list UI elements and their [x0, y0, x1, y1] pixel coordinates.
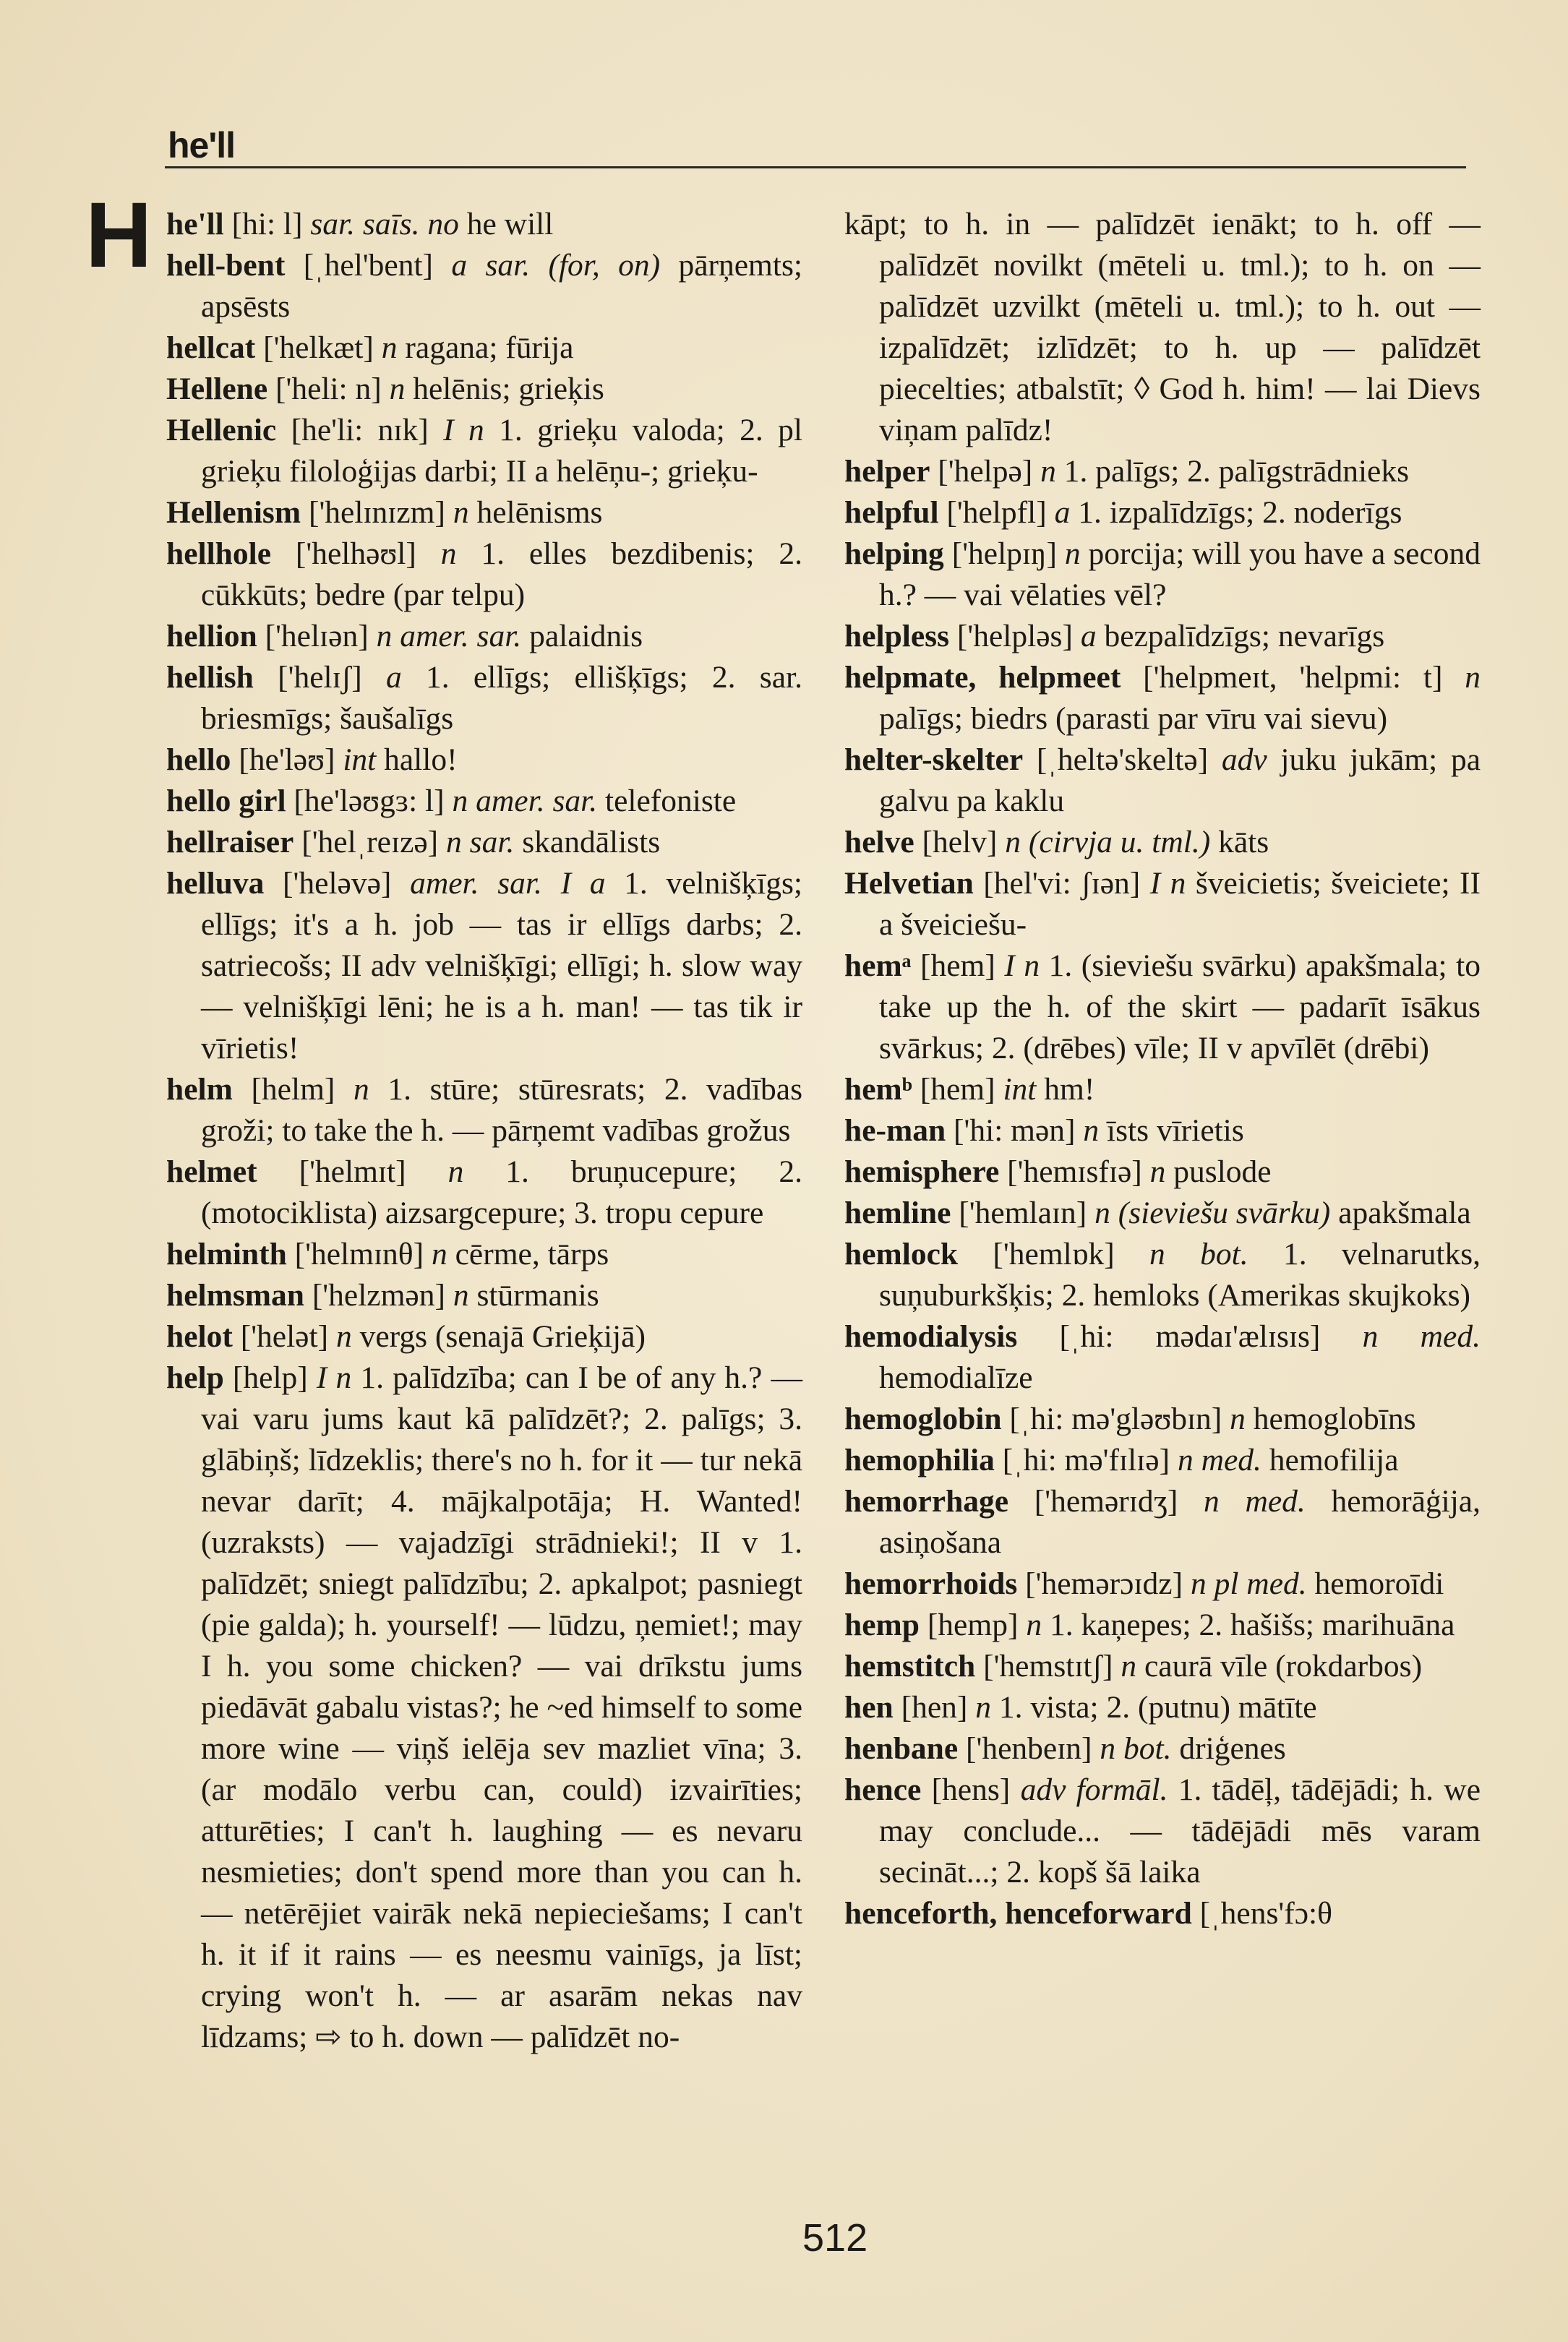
pronunciation: [hem] — [912, 1072, 1003, 1107]
definition: palīgs; biedrs (parasti par vīru vai sievu) — [879, 701, 1388, 736]
dictionary-entry — [844, 1728, 1481, 1770]
headword: hell-bent — [166, 248, 286, 283]
section-letter: H — [85, 184, 153, 287]
pronunciation: ['helɪən] — [257, 619, 377, 653]
dictionary-entry — [844, 533, 1481, 616]
pronunciation: ['helˌreɪzə] — [294, 825, 447, 859]
headword: helpful — [844, 495, 939, 530]
dictionary-entry — [166, 781, 802, 822]
dictionary-entry — [844, 1151, 1481, 1193]
pronunciation: [ˌhi: mə'gləʊbɪn] — [1001, 1402, 1230, 1436]
headword: helluva — [166, 866, 265, 901]
grammar-label: a — [1054, 495, 1071, 530]
dictionary-entry — [166, 492, 802, 533]
headword: Hellenism — [166, 495, 301, 530]
pronunciation: ['helpə] — [930, 454, 1041, 489]
definition: bezpalīdzīgs; nevarīgs — [1096, 619, 1385, 653]
dictionary-entry — [166, 616, 802, 657]
dictionary-entry — [166, 739, 802, 781]
header-rule — [165, 166, 1466, 168]
pronunciation: ['hemərɪdʒ] — [1008, 1484, 1204, 1519]
pronunciation: ['henbeɪn] — [958, 1731, 1100, 1766]
grammar-label: n — [1121, 1649, 1137, 1683]
pronunciation: ['hemɪsfɪə] — [999, 1154, 1150, 1189]
grammar-label: a — [385, 660, 402, 695]
grammar-label: n sar. — [446, 825, 515, 859]
dictionary-entry — [844, 204, 1481, 451]
headword: hemᵃ — [844, 948, 912, 983]
dictionary-entry — [844, 1399, 1481, 1440]
grammar-label: n — [1230, 1402, 1246, 1436]
definition: 1. elles bezdibenis; 2. cūkkūts; bedre (par telpu) — [201, 536, 802, 612]
definition: 1. stūre; stūresrats; 2. vadības groži; to take the h. — pārņemt vadības grožus — [201, 1072, 802, 1148]
definition: hemofilija — [1261, 1443, 1399, 1477]
grammar-label: a — [1080, 619, 1097, 653]
grammar-label: n — [354, 1072, 369, 1107]
grammar-label: n — [1026, 1608, 1042, 1642]
headword: help — [166, 1360, 224, 1395]
grammar-label: n — [1040, 454, 1056, 489]
pronunciation: [he'ləʊgɜ: l] — [286, 784, 453, 818]
grammar-label: a sar. (for, on) — [451, 248, 661, 283]
dictionary-entry — [844, 1069, 1481, 1110]
headword: helminth — [166, 1237, 287, 1271]
definition: 1. tādēļ, tādējādi; h. we may conclude... — tādējādi mēs varam secināt...; 2. kopš šā laika — [879, 1772, 1481, 1890]
grammar-label: n amer. sar. — [452, 784, 598, 818]
headword: hellcat — [166, 330, 256, 365]
pronunciation: ['heləvə] — [264, 866, 411, 901]
pronunciation: [hel'vi: ʃɪən] — [973, 866, 1150, 901]
dictionary-entry — [166, 1275, 802, 1316]
definition: 1. ellīgs; ellišķīgs; 2. sar. briesmīgs; šaušalīgs — [201, 660, 802, 736]
definition: kāts — [1210, 825, 1269, 859]
headword: hello girl — [166, 784, 286, 818]
pronunciation: ['helkæt] — [255, 330, 382, 365]
definition: vergs (senajā Grieķijā) — [351, 1319, 646, 1354]
pronunciation: [hi: l] — [223, 207, 311, 241]
pronunciation: ['hemərɔɪdz] — [1017, 1566, 1191, 1601]
grammar-label: n — [381, 330, 398, 365]
definition: hallo! — [376, 742, 458, 777]
pronunciation: ['hemlɒk] — [958, 1237, 1150, 1271]
grammar-label: n amer. sar. — [376, 619, 522, 653]
definition: helēnis; grieķis — [405, 372, 604, 406]
grammar-label: n med. — [1177, 1443, 1261, 1477]
grammar-label: I n — [1149, 866, 1186, 901]
headword: hence — [844, 1772, 922, 1807]
grammar-label: amer. sar. I a — [410, 866, 606, 901]
pronunciation: [ˌhi: mə'fɪlɪə] — [994, 1443, 1178, 1477]
grammar-label: n bot. — [1100, 1731, 1172, 1766]
definition: skandālists — [514, 825, 661, 859]
headword: hemorrhoids — [844, 1566, 1018, 1601]
pronunciation: ['helpɪŋ] — [943, 536, 1065, 571]
grammar-label: n bot. — [1149, 1237, 1248, 1271]
dictionary-entry — [166, 1316, 802, 1357]
headword: helper — [844, 454, 930, 489]
definition: hemoglobīns — [1245, 1402, 1416, 1436]
headword: hellraiser — [166, 825, 294, 859]
pronunciation: ['helɪʃ] — [253, 660, 386, 695]
headword: henceforth, henceforward — [844, 1896, 1192, 1931]
grammar-label: adv — [1221, 742, 1267, 777]
dictionary-entry — [844, 739, 1481, 822]
dictionary-entry — [844, 1646, 1481, 1687]
dictionary-entry — [166, 204, 802, 245]
definition: palaidnis — [521, 619, 643, 653]
dictionary-entry — [166, 369, 802, 410]
dictionary-entry — [166, 1069, 802, 1151]
definition: ragana; fūrija — [397, 330, 574, 365]
dictionary-entry — [844, 945, 1481, 1069]
headword: helmsman — [166, 1278, 304, 1313]
definition: 1. palīgs; 2. palīgstrādnieks — [1055, 454, 1410, 489]
pronunciation: [ˌhens'fɔ:θ — [1191, 1896, 1332, 1931]
definition: 1. palīdzība; can I be of any h.? — vai varu jums kaut kā palīdzēt?; 2. palīgs; 3. glābiņš; līdzeklis; there's no h. for it — tur nekā nevar darīt; 4. mājkalpotāja; H. Wanted! (uzraksts) — vajadzīgi strādnieki!; II v 1. palīdzēt; sniegt palīdzību; 2. apkalpot; pasniegt (pie galda); h. yourself! — lūdzu, ņemiet!; may I h. you some chicken? — vai drīkstu jums piedāvāt gabalu vistas?; he ~ed himself to some more wine — viņš ielēja sev mazliet vīna; 3. (ar modālo verbu can, could) izvairīties; atturēties; I can't h. laughing — es nevaru nesmieties; don't spend more than you can h. — netērējiet vairāk nekā nepieciešams; I can't h. it if it rains — es neesmu vainīgs, ja līst; crying won't h. — ar asarām nekas nav līdzams; ⇨ to h. down — palīdzēt no- — [201, 1360, 802, 2054]
pronunciation: ['hemstɪtʃ] — [975, 1649, 1121, 1683]
grammar-label: n pl med. — [1190, 1566, 1307, 1601]
headword: hello — [166, 742, 231, 777]
headword: hemophilia — [844, 1443, 995, 1477]
grammar-label: n — [453, 1278, 469, 1313]
pronunciation: ['helmɪnθ] — [286, 1237, 432, 1271]
headword: henbane — [844, 1731, 959, 1766]
definition: puslode — [1165, 1154, 1272, 1189]
definition: hm! — [1036, 1072, 1095, 1107]
grammar-label: n — [447, 1154, 464, 1189]
pronunciation: ['helzmən] — [304, 1278, 453, 1313]
pronunciation: [helv] — [914, 825, 1006, 859]
headword: helm — [166, 1072, 233, 1107]
definition: stūrmanis — [468, 1278, 599, 1313]
pronunciation: [hemp] — [919, 1608, 1027, 1642]
grammar-label: n — [1149, 1154, 1166, 1189]
running-head: he'll — [168, 125, 236, 166]
definition: porcija; will you have a second h.? — vai vēlaties vēl? — [879, 536, 1481, 612]
dictionary-entry — [844, 863, 1481, 945]
definition: 1. velnišķīgs; ellīgs; it's a h. job — tas ir ellīgs darbs; 2. satriecošs; II adv velnišķīgi; ellīgi; h. slow way — velnišķīgi lēni; he is a h. man! — tas tik ir vīrietis! — [201, 866, 802, 1065]
dictionary-entry — [844, 1193, 1481, 1234]
definition: pārņemts; apsēsts — [201, 248, 802, 324]
definition: 1. velnarutks, suņuburkšķis; 2. hemloks (Amerikas skujkoks) — [879, 1237, 1481, 1313]
pronunciation: ['helhəʊl] — [271, 536, 441, 571]
headword: hemorrhage — [844, 1484, 1009, 1519]
dictionary-entry — [844, 1893, 1481, 1934]
grammar-label: n — [1064, 536, 1081, 571]
pronunciation: ['helət] — [232, 1319, 336, 1354]
definition: driģenes — [1171, 1731, 1286, 1766]
definition: 1. vista; 2. (putnu) mātīte — [990, 1690, 1317, 1725]
grammar-label: n — [453, 495, 469, 530]
dictionary-entry — [844, 1234, 1481, 1316]
pronunciation: [help] — [223, 1360, 317, 1395]
dictionary-entry — [844, 492, 1481, 533]
grammar-label: n — [1465, 660, 1481, 695]
pronunciation: [he'ləʊ] — [231, 742, 343, 777]
headword: hemᵇ — [844, 1072, 912, 1107]
dictionary-entry — [166, 1151, 802, 1234]
dictionary-entry — [844, 1687, 1481, 1728]
headword: Hellene — [166, 372, 268, 406]
definition: hemoroīdi — [1306, 1566, 1444, 1601]
dictionary-entry — [166, 327, 802, 369]
headword: helve — [844, 825, 914, 859]
grammar-label: int — [343, 742, 377, 777]
definition: helēnisms — [468, 495, 603, 530]
definition: 1. grieķu valoda; 2. pl grieķu filoloģijas darbi; II a helēņu-; grieķu- — [201, 413, 802, 489]
grammar-label: I n — [316, 1360, 352, 1395]
headword: Hellenic — [166, 413, 277, 447]
pronunciation: ['helɪnɪzm] — [301, 495, 453, 530]
right-column — [844, 204, 1481, 1934]
headword: hemodialysis — [844, 1319, 1018, 1354]
grammar-label: sar. saīs. no — [310, 207, 459, 241]
headword: hellion — [166, 619, 257, 653]
headword: helot — [166, 1319, 233, 1354]
definition: he will — [458, 207, 554, 241]
headword: Helvetian — [844, 866, 974, 901]
grammar-label: n (sieviešu svārku) — [1094, 1196, 1331, 1230]
grammar-label: n — [1083, 1113, 1100, 1148]
dictionary-entry — [844, 1564, 1481, 1605]
definition: 1. izpalīdzīgs; 2. noderīgs — [1070, 495, 1402, 530]
headword: helping — [844, 536, 944, 571]
headword: hemisphere — [844, 1154, 1000, 1189]
dictionary-entry — [166, 1357, 802, 2058]
left-column — [166, 204, 802, 2058]
pronunciation: ['heli: n] — [267, 372, 390, 406]
headword: hemstitch — [844, 1649, 976, 1683]
grammar-label: I n — [1004, 948, 1040, 983]
headword: hemoglobin — [844, 1402, 1002, 1436]
pronunciation: [hens] — [921, 1772, 1021, 1807]
dictionary-entry — [844, 1316, 1481, 1399]
pronunciation: [ˌhi: mədaɪ'ælɪsɪs] — [1017, 1319, 1363, 1354]
pronunciation: [he'li: nɪk] — [276, 413, 444, 447]
definition: juku jukām; pa galvu pa kaklu — [879, 742, 1481, 818]
dictionary-entry — [844, 1110, 1481, 1151]
pronunciation: [hem] — [911, 948, 1005, 983]
headword: he'll — [166, 207, 224, 241]
pronunciation: ['helpmeɪt, 'helpmi: t] — [1121, 660, 1465, 695]
pronunciation: [ˌheltə'skeltə] — [1023, 742, 1222, 777]
dictionary-entry — [166, 863, 802, 1069]
pronunciation: ['helpləs] — [949, 619, 1081, 653]
pronunciation: ['helmɪt] — [257, 1154, 448, 1189]
pronunciation: [hen] — [893, 1690, 976, 1725]
dictionary-entry — [166, 245, 802, 327]
dictionary-entry — [844, 451, 1481, 492]
dictionary-entry — [844, 1605, 1481, 1646]
definition: hemodialīze — [879, 1360, 1033, 1395]
dictionary-entry — [844, 822, 1481, 863]
dictionary-entry — [844, 1440, 1481, 1481]
headword: hemp — [844, 1608, 920, 1642]
grammar-label: I n — [443, 413, 484, 447]
grammar-label: n — [335, 1319, 352, 1354]
dictionary-entry — [844, 616, 1481, 657]
pronunciation: [ˌhel'bent] — [285, 248, 452, 283]
definition: cērme, tārps — [447, 1237, 609, 1271]
dictionary-entry — [166, 657, 802, 739]
dictionary-entry — [166, 822, 802, 863]
headword: helpmate, helpmeet — [844, 660, 1121, 695]
definition: hemorāģija, asiņošana — [879, 1484, 1481, 1560]
headword: helpless — [844, 619, 950, 653]
definition: 1. bruņucepure; 2. (motociklista) aizsargcepure; 3. tropu cepure — [201, 1154, 802, 1230]
pronunciation: ['hi: mən] — [946, 1113, 1084, 1148]
pronunciation: ['helpfl] — [938, 495, 1055, 530]
headword: hemlock — [844, 1237, 959, 1271]
definition: 1. (sieviešu svārku) apakšmala; to take up the h. of the skirt — padarīt īsākus svārkus; 2. (drēbes) vīle; II v apvīlēt (drēbi) — [879, 948, 1481, 1065]
pronunciation: ['hemlaɪn] — [951, 1196, 1095, 1230]
definition: īsts vīrietis — [1099, 1113, 1244, 1148]
definition: caurā vīle (rokdarbos) — [1136, 1649, 1423, 1683]
grammar-label: n — [975, 1690, 991, 1725]
page-number: 512 — [802, 2216, 868, 2260]
headword: hellhole — [166, 536, 272, 571]
dictionary-entry — [166, 533, 802, 616]
definition: 1. kaņepes; 2. hašišs; marihuāna — [1042, 1608, 1455, 1642]
headword: hen — [844, 1690, 894, 1725]
dictionary-entry — [844, 1770, 1481, 1893]
dictionary-entry — [166, 410, 802, 492]
grammar-label: n — [440, 536, 457, 571]
headword: hellish — [166, 660, 254, 695]
definition: telefoniste — [597, 784, 737, 818]
headword: helmet — [166, 1154, 257, 1189]
pronunciation: [helm] — [232, 1072, 354, 1107]
grammar-label: n — [432, 1237, 447, 1271]
grammar-label: adv formāl. — [1020, 1772, 1168, 1807]
grammar-label: n (cirvja u. tml.) — [1005, 825, 1211, 859]
definition: kāpt; to h. in — palīdzēt ienākt; to h. off — palīdzēt novilkt (mēteli u. tml.); to h. on — palīdzēt uzvilkt (mēteli u. tml.); to h. out — izpalīdzēt; izlīdzēt; to h. up — palīdzēt piecelties; atbalstīt; ◊ God h. him! — lai Dievs viņam palīdz! — [844, 207, 1481, 447]
grammar-label: n med. — [1362, 1319, 1481, 1354]
grammar-label: n med. — [1204, 1484, 1306, 1519]
grammar-label: n — [389, 372, 406, 406]
definition: apakšmala — [1330, 1196, 1471, 1230]
dictionary-entry — [844, 1481, 1481, 1564]
dictionary-entry — [166, 1234, 802, 1275]
headword: hemline — [844, 1196, 951, 1230]
definition: šveicietis; šveiciete; II a šveiciešu- — [879, 866, 1481, 942]
grammar-label: int — [1003, 1072, 1037, 1107]
dictionary-entry — [844, 657, 1481, 739]
headword: he-man — [844, 1113, 946, 1148]
headword: helter-skelter — [844, 742, 1024, 777]
